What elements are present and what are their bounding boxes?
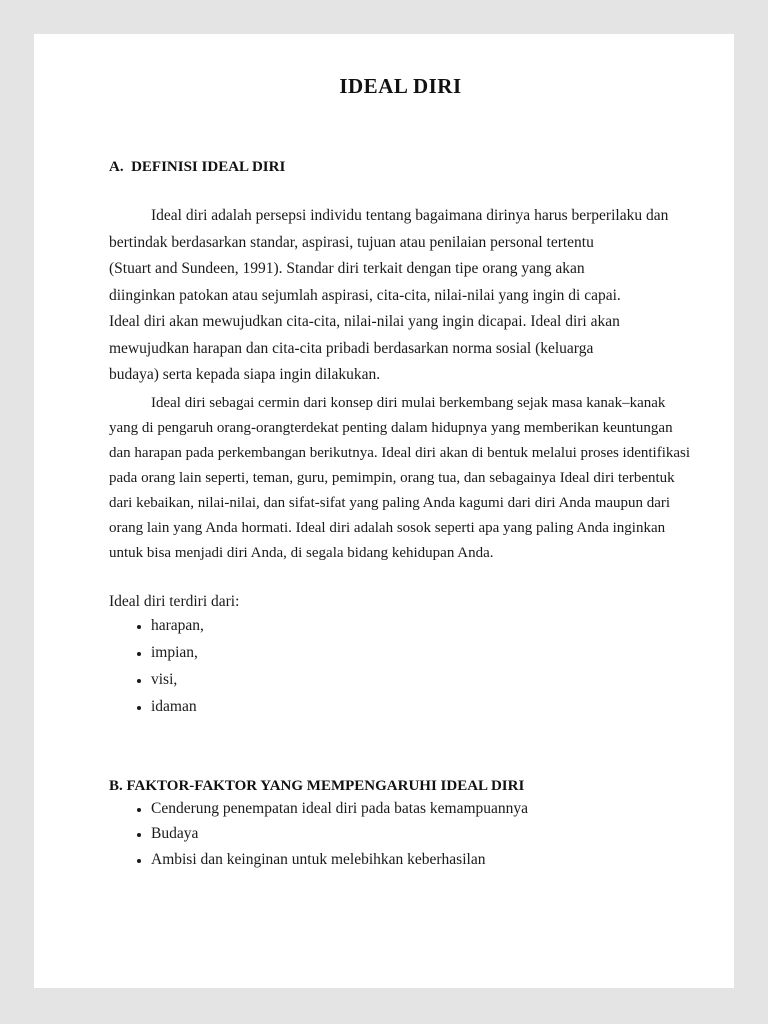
paragraph-definisi-1-item: budaya) serta kepada siapa ingin dilakukan. — [109, 366, 381, 383]
paragraph-definisi-2 — [109, 391, 692, 566]
paragraph-definisi-1-item: diinginkan patokan atau sejumlah aspirasi, cita-cita, nilai-nilai yang ingin di capai. — [109, 286, 621, 304]
factors-list — [109, 796, 692, 873]
ideal-diri-components-list-item: • idaman — [151, 693, 692, 720]
paragraph-definisi-1-item: mewujudkan harapan dan cita-cita pribadi berdasarkan norma sosial (keluarga — [109, 339, 594, 357]
ideal-diri-components-list-item: • impian, — [151, 639, 692, 666]
ideal-diri-list-intro: Ideal diri terdiri dari: — [109, 592, 240, 610]
factors-list-item: • Cenderung penempatan ideal diri pada batas kemampuannya — [151, 796, 692, 822]
paragraph-definisi-1-item: bertindak berdasarkan standar, aspirasi, tujuan atau penilaian personal tertentu — [109, 233, 594, 251]
page-content — [34, 74, 734, 872]
paragraph-definisi-1 — [109, 203, 692, 389]
paragraph-definisi-2-item: dari kebaikan, nilai-nilai, dan sifat-sifat yang paling Anda kagumi dari diri Anda maupun dari — [109, 494, 671, 511]
ideal-diri-components-list-item: • visi, — [151, 666, 692, 693]
factors-list-item: • Budaya — [151, 821, 692, 847]
paragraph-definisi-2-item: untuk bisa menjadi diri Anda, di segala bidang kehidupan Anda. — [109, 544, 494, 561]
document-title: IDEAL DIRI — [339, 74, 462, 98]
paragraph-definisi-2-item: Ideal diri sebagai cermin dari konsep diri mulai berkembang sejak masa kanak–kanak — [151, 394, 666, 411]
paragraph-definisi-1-item: (Stuart and Sundeen, 1991). Standar diri terkait dengan tipe orang yang akan — [109, 260, 585, 277]
paragraph-definisi-2-item: dan harapan pada perkembangan berikutnya. Ideal diri akan di bentuk melalui proses identifikasi — [109, 444, 691, 461]
paragraph-definisi-2-item: orang lain yang Anda hormati. Ideal diri adalah sosok seperti apa yang paling Anda inginkan — [109, 519, 666, 536]
ideal-diri-components-list — [109, 612, 692, 720]
document-page — [34, 34, 734, 988]
factors-list-item: • Ambisi dan keinginan untuk melebihkan keberhasilan — [151, 847, 692, 873]
paragraph-definisi-1-item: Ideal diri adalah persepsi individu tentang bagaimana dirinya harus berperilaku dan — [151, 207, 669, 224]
paragraph-definisi-2-item: yang di pengaruh orang-orangterdekat penting dalam hidupnya yang memberikan keuntungan — [109, 419, 673, 436]
section-a-heading: A. DEFINISI IDEAL DIRI — [109, 159, 286, 175]
paragraph-definisi-1-item: Ideal diri akan mewujudkan cita-cita, nilai-nilai yang ingin dicapai. Ideal diri akan — [109, 313, 620, 330]
ideal-diri-components-list-item: • harapan, — [151, 612, 692, 639]
paragraph-definisi-2-item: pada orang lain seperti, teman, guru, pemimpin, orang tua, dan sebagainya Ideal diri terbentuk — [109, 469, 675, 486]
section-b-heading: B. FAKTOR-FAKTOR YANG MEMPENGARUHI IDEAL DIRI — [109, 777, 525, 794]
